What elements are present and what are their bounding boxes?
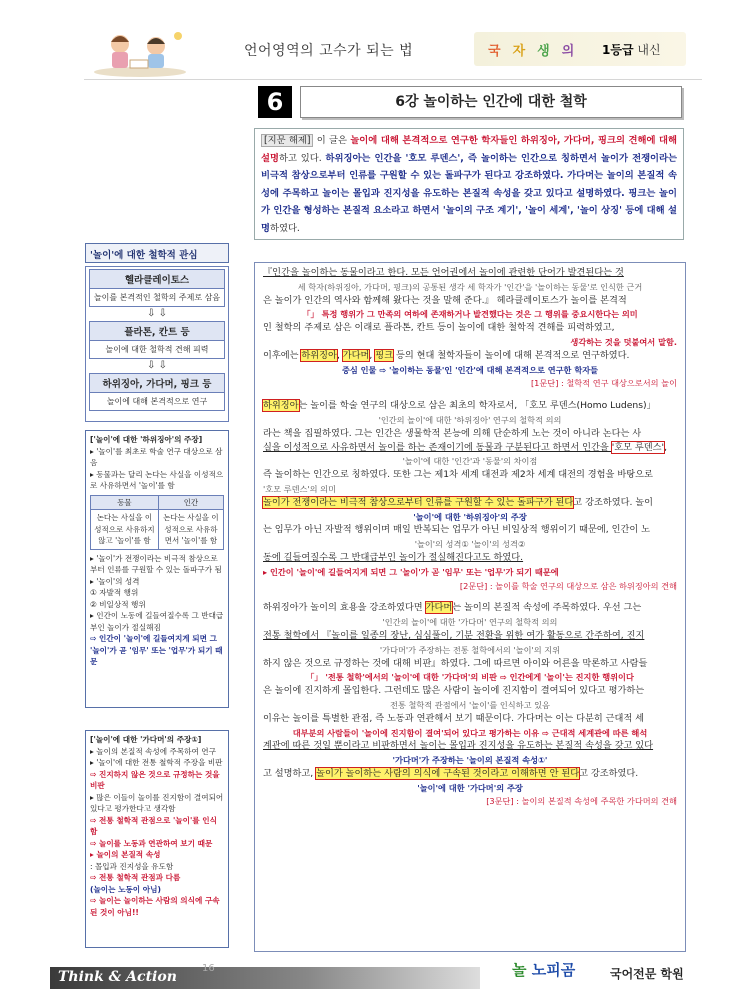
passage-line: 계관에 따른 것일 뿐이라고 비판하면서 놀이는 몰입과 진지성을 유도하는 본질적 속성을 갖고 있다 bbox=[263, 740, 654, 752]
huizinga-notes bbox=[85, 430, 229, 708]
academy-logo bbox=[512, 959, 575, 980]
text-run: 고 강조하였다. 놀이 bbox=[573, 496, 654, 508]
logo-text: 노피곰 bbox=[531, 961, 576, 979]
tag-grade-rest: 내신 bbox=[637, 43, 661, 57]
logo-mark: 놀 bbox=[512, 961, 527, 979]
flow-node-desc: 놀이에 대한 철학적 견해 피력 bbox=[105, 345, 209, 354]
tag-char: 국 bbox=[488, 44, 501, 59]
flow-node bbox=[89, 321, 225, 359]
essence-text: : 몰입과 진지성을 유도함 bbox=[90, 861, 174, 871]
tag-grade-strong: 1등급 bbox=[602, 43, 634, 57]
note-bullet: ▸ 놀이의 본질적 속성에 주목하여 연구 bbox=[90, 746, 216, 756]
annotation: '가다머'가 주장하는 전통 철학에서의 '놀이'의 지위 bbox=[379, 644, 561, 655]
passage-line: 는 임무가 아닌 자발적 행위이며 매일 반복되는 업무가 아닌 비일상적 행위이기 때문에, 인간이 노 bbox=[263, 524, 651, 536]
summary-lead: 이 글은 bbox=[313, 135, 351, 146]
page-footer bbox=[50, 955, 740, 991]
passage-line: 인 철학의 주제로 삼은 이래로 플라톤, 칸트 등이 놀이에 대한 철학적 견해를 피력하였고, bbox=[263, 322, 615, 334]
flow-node bbox=[89, 269, 225, 307]
passage-line: 『인간을 놀이하는 동물이라고 한다. 모든 언어권에서 놀이에 관련한 단어가 발견된다는 것 bbox=[263, 267, 624, 278]
down-arrows-icon: ⇩ ⇩ bbox=[147, 360, 167, 371]
passage-line: 은 놀이에 진지하게 몰입한다. 그런데도 많은 사람이 놀이에 진지함이 결여되어 있다고 평가하는 bbox=[263, 685, 645, 697]
header-title: 언어영역의 고수가 되는 법 bbox=[244, 43, 414, 59]
note-bullet: ▸ 많은 이들이 놀이를 진지함이 결여되어 있다고 평가한다고 생각함 bbox=[90, 792, 224, 813]
note-text: '놀이'가 전쟁이라는 비극적 참상으로부터 인류를 구원할 수 있는 돌파구가 됨 bbox=[90, 553, 222, 574]
flow-node-name: 하위징아, 가다머, 핑크 등 bbox=[90, 374, 224, 393]
annotation: '놀이'에 대한 '하위징아'의 주장 bbox=[413, 511, 527, 522]
lesson-number: 6 bbox=[258, 86, 292, 118]
text-run: , bbox=[664, 441, 667, 453]
text-run: 는 놀이의 본질적 속성에 주목하였다. 우선 그는 bbox=[452, 602, 642, 614]
summary-label: [지문 해제] bbox=[261, 134, 313, 147]
page-header bbox=[84, 24, 702, 80]
annotation: 중심 인물 ⇨ '놀이하는 동물'인 '인간'에 대해 본격적으로 연구한 학자들 bbox=[341, 364, 599, 375]
gadamer-notes bbox=[85, 730, 229, 948]
paragraph-summary: [2문단] : 놀이를 학술 연구의 대상으로 삼은 하위징아의 견해 bbox=[459, 580, 677, 591]
tag-char: 의 bbox=[561, 44, 575, 59]
note-red: ⇨ 전통 철학적 관점과 다름 bbox=[90, 873, 181, 882]
annotation: '가다머'가 주장하는 '놀이의 본질적 속성①' bbox=[392, 755, 548, 766]
philosopher-flow bbox=[85, 266, 229, 422]
note-bullet: ▸ 인간이 노동에 길들여질수록 그 반대급부인 놀이가 절실해짐 bbox=[90, 611, 224, 632]
flow-node-desc: 놀이에 대해 본격적으로 연구 bbox=[106, 397, 208, 406]
passage-line bbox=[263, 442, 677, 455]
note-text: 많은 이들이 놀이를 진지함이 결여되어 있다고 평가한다고 생각함 bbox=[90, 792, 224, 813]
passage-line: 전통 철학에서 『놀이를 일종의 장난, 심심풀이, 기분 전환을 위한 여가 활동으로 간주하여, 진지 bbox=[263, 629, 645, 641]
passage-line bbox=[263, 497, 677, 510]
paragraph-summary: [1문단] : 철학적 연구 대상으로서의 놀이 bbox=[530, 378, 677, 389]
annotation: '놀이'에 대한 '가다머'의 주장 bbox=[417, 782, 523, 793]
table-header: 인간 bbox=[158, 495, 223, 510]
note-bullet: ▸ '놀이'가 전쟁이라는 비극적 참상으로부터 인류를 구원할 수 있는 돌파구가 됨 bbox=[90, 553, 222, 574]
annotation: '호모 루덴스'의 의미 bbox=[263, 483, 336, 494]
annotation: '인간의 놀이'에 대한 '하위징아' 연구의 철학적 의의 bbox=[378, 414, 562, 425]
annotation: 생각하는 것을 덧붙여서 말함. bbox=[570, 336, 677, 347]
text-run: 하위징아가 놀이의 효용을 강조하였다면 bbox=[263, 602, 426, 614]
note-text: 동물과는 달리 논다는 사실을 이성적으로 사유하면서 '놀이'를 함 bbox=[90, 469, 224, 490]
note-text: '놀이'의 성격 bbox=[96, 576, 140, 586]
academy-name: 국어전문 학원 bbox=[610, 967, 684, 981]
table-cell: 논다는 사실을 이성적으로 사유하지 않고 '놀이'를 함 bbox=[91, 510, 159, 550]
annotation: 대부분의 사람들이 '놀이에 진지함이 결여'되어 있다고 평가하는 이유 ⇨ 근대적 세계관에 따른 해석 bbox=[292, 727, 648, 738]
lesson-title: 6강 놀이하는 인간에 대한 철학 bbox=[300, 86, 682, 118]
tag-char: 자 bbox=[512, 44, 526, 59]
note-text: 인간이 노동에 길들여질수록 그 반대급부인 놀이가 절실해짐 bbox=[90, 611, 224, 632]
text-run: 고 강조하였다. bbox=[579, 767, 639, 779]
text-run: 는 놀이를 학술 연구의 대상으로 삼은 최초의 학자로서, 「호모 루덴스(Homo Ludens)」 bbox=[298, 400, 656, 412]
children-reading-illustration bbox=[90, 26, 190, 78]
table-header: 동물 bbox=[91, 495, 159, 510]
summary-blue: 하위징아는 인간을 '호모 루덴스', 즉 놀이하는 인간으로 칭하면서 놀이가 전쟁이라는 비극적 참상으로부터 인류를 구원할 수 있는 돌파구가 된다고 강조하였다. 가다머는 놀이의 본질적 속성에 주목하고 놀이는 몰입과 진지성을 유도하는 본질적 속성을 갖고 있다고 설명하였다. 핑크는 놀이가 인간을 형성하는 본질적 요소라고 하면서 '놀이의 구조 계기', '놀이 세계', '놀이 상징' 등에 대해 설명 bbox=[261, 152, 677, 234]
passage-line bbox=[263, 602, 677, 615]
note-text: '놀이'에 대한 전통 철학적 주장을 비판 bbox=[96, 758, 223, 767]
key-claim-box: 놀이가 놀이하는 사람의 의식에 구속된 것이라고 이해하면 안 된다 bbox=[316, 767, 580, 779]
sidebar-title: '놀이'에 대한 철학적 관심 bbox=[85, 243, 229, 263]
highlight-gadamer: 가다머 bbox=[342, 349, 370, 361]
text-run: 등의 현대 철학자들이 놀이에 대해 본격적으로 연구하였다. bbox=[393, 349, 630, 361]
annotation: 세 학자(하위징아, 가다머, 핑크)의 공통된 생각 세 학자가 '인간'을 '놀이하는 동물'로 인식한 근거 bbox=[297, 281, 643, 292]
table-cell: 논다는 사실을 이성적으로 사유하면서 '놀이'를 함 bbox=[158, 510, 223, 550]
note-red: ⇨ 전통 철학적 관점으로 '놀이'를 인식함 bbox=[90, 815, 217, 836]
key-claim-box: 놀이가 전쟁이라는 비극적 참상으로부터 인류를 구원할 수 있는 돌파구가 된다 bbox=[263, 496, 574, 508]
page-number: 16 bbox=[202, 963, 215, 974]
flow-node-desc: 놀이를 본격적인 철학의 주제로 삼음 bbox=[93, 293, 221, 302]
note-text: '놀이'를 최초로 학술 연구 대상으로 삼음 bbox=[90, 446, 223, 467]
passage-line bbox=[263, 400, 677, 413]
note-blue: (놀이는 노동이 아님) bbox=[90, 884, 161, 894]
note-conclusion: ⇨ 인간이 '놀이'에 길들여지게 되면 그 '놀이'가 곧 '임무' 또는 '업무'가 되기 때문 bbox=[90, 634, 223, 666]
note-text: 놀이의 본질적 속성에 주목하여 연구 bbox=[96, 746, 216, 756]
annotation: 전통 철학적 관점에서 '놀이'를 인식하고 있음 bbox=[390, 699, 550, 710]
annotation: '인간의 놀이'에 대한 '가다머' 연구의 철학적 의의 bbox=[382, 617, 558, 628]
note-bullet: ▸ '놀이'의 성격 bbox=[90, 576, 140, 586]
flow-node-name: 헬라클레이토스 bbox=[90, 270, 224, 289]
grade-tag bbox=[474, 32, 686, 66]
passage-line bbox=[263, 768, 677, 781]
passage-summary bbox=[254, 128, 684, 240]
summary-tail: 하였다. bbox=[269, 222, 300, 234]
trait-item: ② 비일상적 행위 bbox=[90, 599, 146, 609]
flow-node-name: 플라톤, 칸트 등 bbox=[90, 322, 224, 341]
highlight-fink: 핑크 bbox=[375, 349, 394, 361]
main-passage bbox=[254, 262, 686, 952]
annotation: ▸ 인간이 '놀이'에 길들여지게 되면 그 '놀이'가 곧 '임무' 또는 '업무'가 되기 때문에 bbox=[263, 566, 559, 577]
passage-line: 하지 않은 것으로 규정하는 것에 대해 비판』하였다. 그에 따르면 아이와 어른을 막론하고 사람들 bbox=[263, 657, 648, 669]
text-run: 이후에는 bbox=[263, 349, 302, 361]
essence-heading: ▸ 놀이의 본질적 속성 bbox=[90, 850, 161, 859]
note-bullet: ▸ '놀이'를 최초로 학술 연구 대상으로 삼음 bbox=[90, 446, 223, 467]
trait-item: ① 자발적 행위 bbox=[90, 588, 139, 597]
note-bullet: ▸ 동물과는 달리 논다는 사실을 이성적으로 사유하면서 '놀이'를 함 bbox=[90, 469, 224, 490]
summary-red: 놀이에 대해 본격적으로 연구한 학자들인 하위징아, 가다머, 핑크의 견해에 대해 설명 bbox=[261, 135, 677, 164]
text-run: 고 설명하고, bbox=[263, 767, 317, 779]
tag-chars bbox=[488, 40, 586, 59]
note-red: ⇨ 놀이는 놀이하는 사람의 의식에 구속된 것이 아님!! bbox=[90, 896, 220, 917]
note-red: ⇨ 진지하지 않은 것으로 규정하는 것을 비판 bbox=[90, 769, 220, 790]
highlight-gadamer: 가다머 bbox=[425, 602, 453, 614]
passage-line: 은 놀이가 인간의 역사와 함께해 왔다는 것을 말해 준다.』 헤라클레이토스가 놀이를 본격적 bbox=[263, 294, 627, 306]
passage-line: 동에 길들여질수록 그 반대급부인 놀이가 절실해진다고도 하였다. bbox=[263, 551, 524, 563]
highlight-huizinga: 하위징아 bbox=[301, 349, 337, 361]
homo-ludens-box: '호모 루덴스' bbox=[611, 441, 665, 453]
note-bullet: ▸ '놀이'에 대한 전통 철학적 주장을 비판 bbox=[90, 758, 223, 767]
highlight-huizinga: 하위징아 bbox=[263, 400, 299, 412]
footer-slogan: Think & Action bbox=[58, 969, 177, 985]
passage-line: 즉 놀이하는 인간으로 칭하였다. 또한 그는 제1차 세계 대전과 제2차 세계 대전의 경험을 바탕으로 bbox=[263, 469, 653, 481]
animal-human-table bbox=[90, 495, 224, 550]
note-red: ⇨ 놀이를 노동과 연관하여 보기 때문 bbox=[90, 838, 213, 848]
summary-mid: 하고 있다. bbox=[278, 152, 326, 164]
annotation: '놀이'에 대한 '인간'과 '동물'의 차이점 bbox=[402, 456, 538, 467]
tag-grade bbox=[602, 41, 661, 58]
passage-line: 이후에는 하위징아, 가다머, 핑크 등의 현대 철학자들이 놀이에 대해 본격적으로 연구하였다. bbox=[263, 349, 630, 361]
flow-node bbox=[89, 373, 225, 411]
annotation: 「」 '전통 철학'에서의 '놀이'에 대한 '가다머'의 비판 ⇨ 인간에게 '놀이'는 진지한 행위이다 bbox=[306, 672, 634, 683]
down-arrows-icon: ⇩ ⇩ bbox=[147, 308, 167, 319]
annotation: 「」 특정 행위가 그 만족의 여하에 존재하거나 발견했다는 것은 그 행위를 중요시한다는 의미 bbox=[302, 309, 638, 320]
passage-line: 라는 책을 집필하였다. 그는 인간은 생물학적 본능에 의해 단순하게 노는 것이 아니라 논다는 사 bbox=[263, 427, 642, 439]
paragraph-summary: [3문단] : 놀이의 본질적 속성에 주목한 가다머의 견해 bbox=[486, 796, 677, 807]
tag-char: 생 bbox=[537, 44, 550, 59]
passage-line: 이유는 놀이를 특별한 관점, 즉 노동과 연관해서 보기 때문이다. 가다머는 이는 다분히 근대적 세 bbox=[263, 712, 645, 724]
annotation: '놀이'의 성격① '놀이'의 성격② bbox=[414, 539, 526, 550]
text-run: 실을 이성적으로 사유하면서 놀이를 하는 존재이기에 동물과 구분된다고 하면서 인간을 bbox=[263, 441, 612, 453]
huizinga-heading: ['놀이'에 대한 '하위징아'의 주장] bbox=[90, 435, 203, 444]
gadamer-heading: ['놀이'에 대한 '가다머'의 주장①] bbox=[90, 735, 202, 744]
